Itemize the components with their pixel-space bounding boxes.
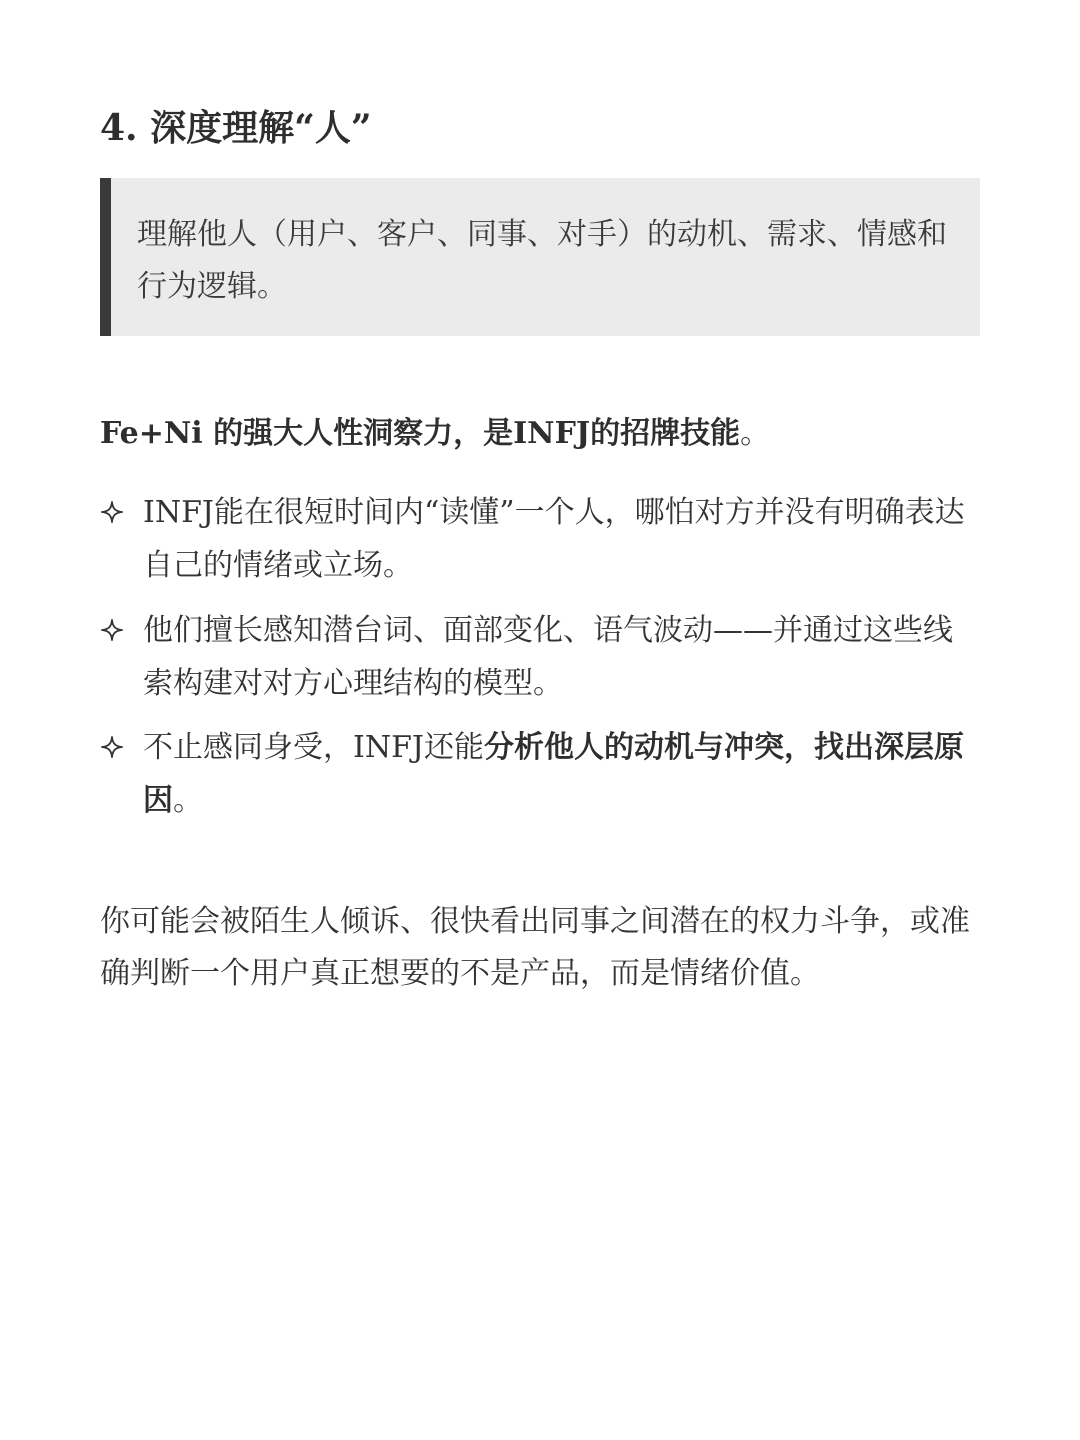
bullet-text: 他们擅长感知潜台词、面部变化、语气波动——并通过这些线索构建对对方心理结构的模型。 [143, 613, 953, 701]
lead-tail-text: 。 [740, 416, 771, 451]
section-heading: 4. 深度理解“人” [100, 107, 372, 149]
four-point-star-icon [100, 500, 124, 524]
lead-bold-text: Fe+Ni 的强大人性洞察力，是INFJ的招牌技能 [100, 416, 741, 451]
four-point-star-icon [100, 618, 124, 642]
closing-paragraph: 你可能会被陌生人倾诉、很快看出同事之间潜在的权力斗争，或准确判断一个用户真正想要的不是产品，而是情绪价值。 [100, 904, 970, 991]
bullet-text-emphasis: 分析他人的动机与冲突，找出深层原因 [143, 730, 964, 818]
four-point-star-icon [100, 735, 124, 759]
bullet-text [143, 721, 980, 827]
bullet-text-plain: 。 [173, 783, 203, 818]
blockquote [100, 178, 980, 336]
lead-paragraph [100, 409, 980, 459]
bullet-text-plain: 不止感同身受，INFJ还能 [143, 730, 484, 765]
blockquote-text: 理解他人（用户、客户、同事、对手）的动机、需求、情感和行为逻辑。 [137, 217, 947, 304]
bullet-text: INFJ能在很短时间内“读懂”一个人，哪怕对方并没有明确表达自己的情绪或立场。 [143, 495, 965, 583]
